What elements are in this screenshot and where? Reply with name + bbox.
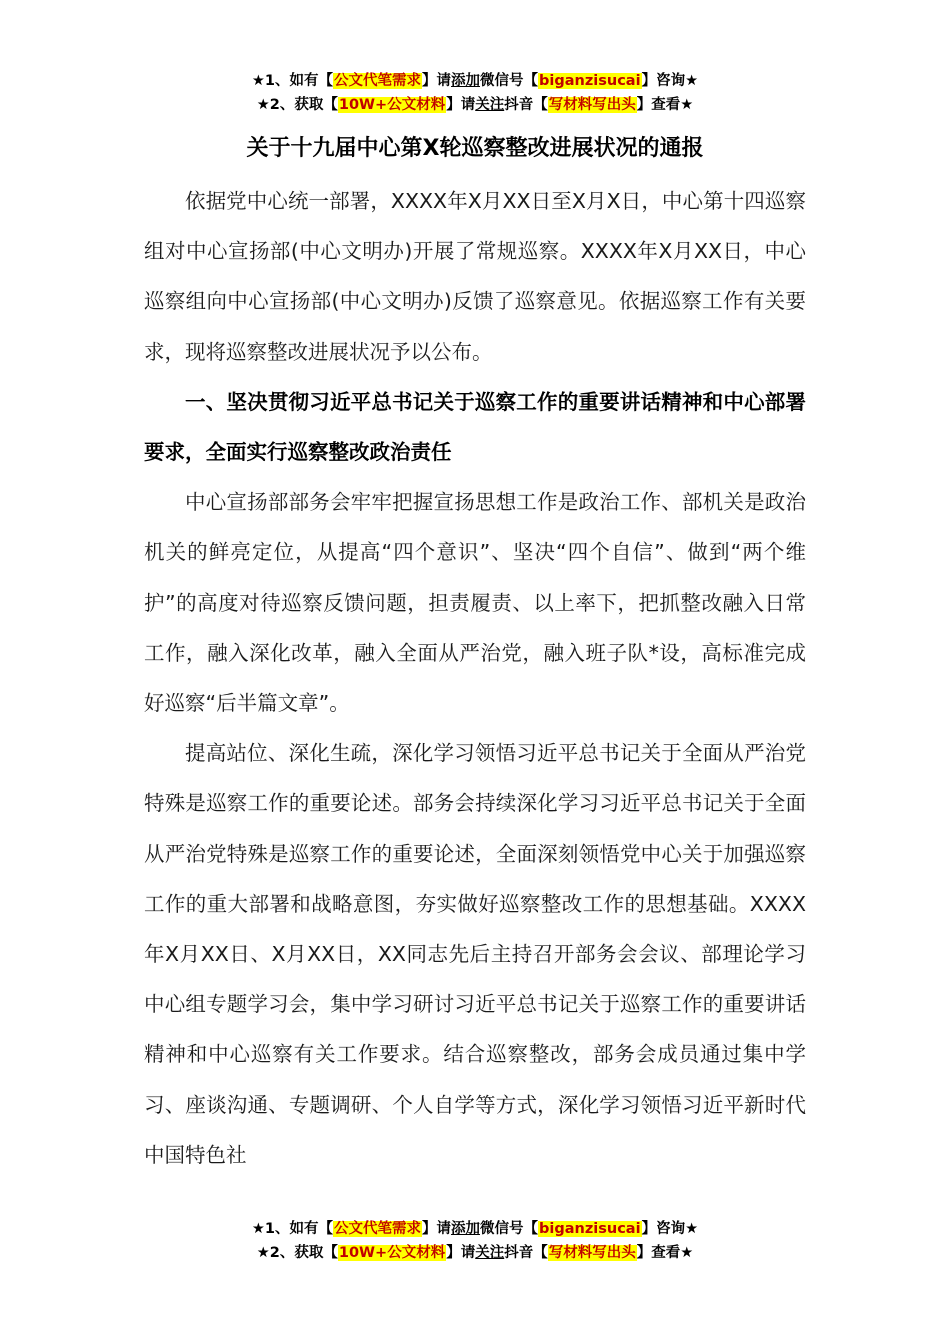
highlight-materials: 10W+公文材料: [338, 97, 446, 113]
paragraph: 中心宣扬部部务会牢牢把握宣扬思想工作是政治工作、部机关是政治机关的鲜亮定位，从提高“四个意识”、坚决“四个自信”、做到“两个维护”的高度对待巡察反馈问题，担责履责、以上率下，把抓整改融入日常工作，融入深化改革，融入全面从严治党，融入班子队*设，高标准完成好巡察“后半篇文章”。: [144, 490, 806, 716]
promo-line-1: ★1、如有【公文代笔需求】请添加微信号【biganzisucai】咨询★: [251, 73, 699, 89]
star-icon: ★: [251, 1221, 265, 1237]
paragraph: 依据党中心统一部署，XXXX年X月XX日至X月X日，中心第十四巡察组对中心宣扬部(中心文明办)开展了常规巡察。XXXX年X月XX日，中心巡察组向中心宣扬部(中心文明办)反馈了巡察意见。依据巡察工作有关要求，现将巡察整改进展状况予以公布。: [144, 189, 806, 364]
highlight-douyin: 写材料写出头: [548, 97, 636, 113]
promo-line-1: ★1、如有【公文代笔需求】请添加微信号【biganzisucai】咨询★: [251, 1221, 699, 1237]
section-heading: 一、坚决贯彻习近平总书记关于巡察工作的重要讲话精神和中心部署要求，全面实行巡察整改政治责任: [144, 389, 806, 465]
highlight-wechat-id: biganzisucai: [539, 73, 641, 89]
star-icon: ★: [256, 97, 270, 113]
highlight-wechat-id: biganzisucai: [539, 1221, 641, 1237]
page-title: 关于十九届中心第X轮巡察整改进展状况的通报: [246, 136, 704, 161]
promo-line-2: ★2、获取【10W+公文材料】请关注抖音【写材料写出头】查看★: [256, 97, 694, 113]
promo-line-2: ★2、获取【10W+公文材料】请关注抖音【写材料写出头】查看★: [256, 1245, 694, 1261]
promo-banner-top: [0, 69, 950, 117]
star-icon: ★: [256, 1245, 270, 1261]
highlight-douyin: 写材料写出头: [548, 1245, 636, 1261]
star-icon: ★: [251, 73, 265, 89]
highlight-materials: 10W+公文材料: [338, 1245, 446, 1261]
promo-banner-bottom: [0, 1217, 950, 1265]
document-body: [144, 176, 806, 1180]
highlight-service: 公文代笔需求: [334, 1221, 422, 1237]
highlight-service: 公文代笔需求: [334, 73, 422, 89]
paragraph: 提高站位、深化生疏，深化学习领悟习近平总书记关于全面从严治党特殊是巡察工作的重要论述。部务会持续深化学习习近平总书记关于全面从严治党特殊是巡察工作的重要论述，全面深刻领悟党中心关于加强巡察工作的重大部署和战略意图，夯实做好巡察整改工作的思想基础。XXXX年X月XX日、X月XX日，XX同志先后主持召开部务会会议、部理论学习中心组专题学习会，集中学习研讨习近平总书记关于巡察工作的重要讲话精神和中心巡察有关工作要求。结合巡察整改，部务会成员通过集中学习、座谈沟通、专题调研、个人自学等方式，深化学习领悟习近平新时代中国特色社: [144, 741, 806, 1167]
